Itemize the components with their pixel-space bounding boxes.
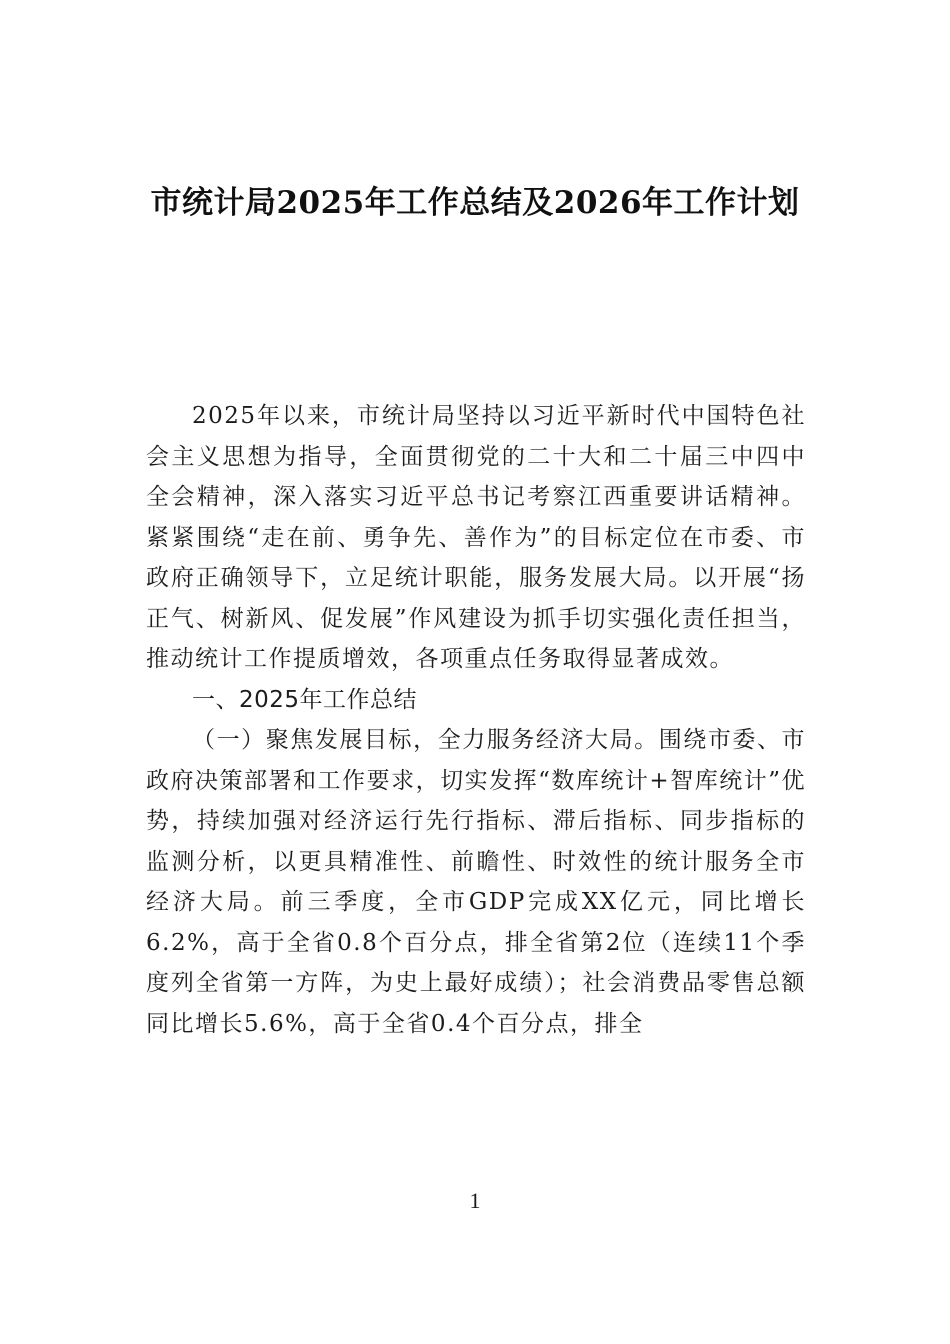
document-body [146,396,806,1044]
document-title: 市统计局2025年工作总结及2026年工作计划 [150,185,800,221]
intro-paragraph: 2025年以来，市统计局坚持以习近平新时代中国特色社会主义思想为指导，全面贯彻党的二十大和二十届三中四中全会精神，深入落实习近平总书记考察江西重要讲话精神。紧紧围绕“走在前、勇争先、善作为”的目标定位在市委、市政府正确领导下，立足统计职能，服务发展大局。以开展“扬正气、树新风、促发展”作风建设为抓手切实强化责任担当，推动统计工作提质增效，各项重点任务取得显著成效。 [146,403,806,672]
subsection-paragraph: （一）聚焦发展目标，全力服务经济大局。围绕市委、市政府决策部署和工作要求，切实发挥“数库统计+智库统计”优势，持续加强对经济运行先行指标、滞后指标、同步指标的监测分析，以更具精准性、前瞻性、时效性的统计服务全市经济大局。前三季度，全市GDP完成XX亿元，同比增长6.2%，高于全省0.8个百分点，排全省第2位（连续11个季度列全省第一方阵，为史上最好成绩）；社会消费品零售总额同比增长5.6%，高于全省0.4个百分点，排全 [146,727,806,1037]
section-heading: 一、2025年工作总结 [192,686,418,713]
page-number: 1 [469,1188,481,1213]
